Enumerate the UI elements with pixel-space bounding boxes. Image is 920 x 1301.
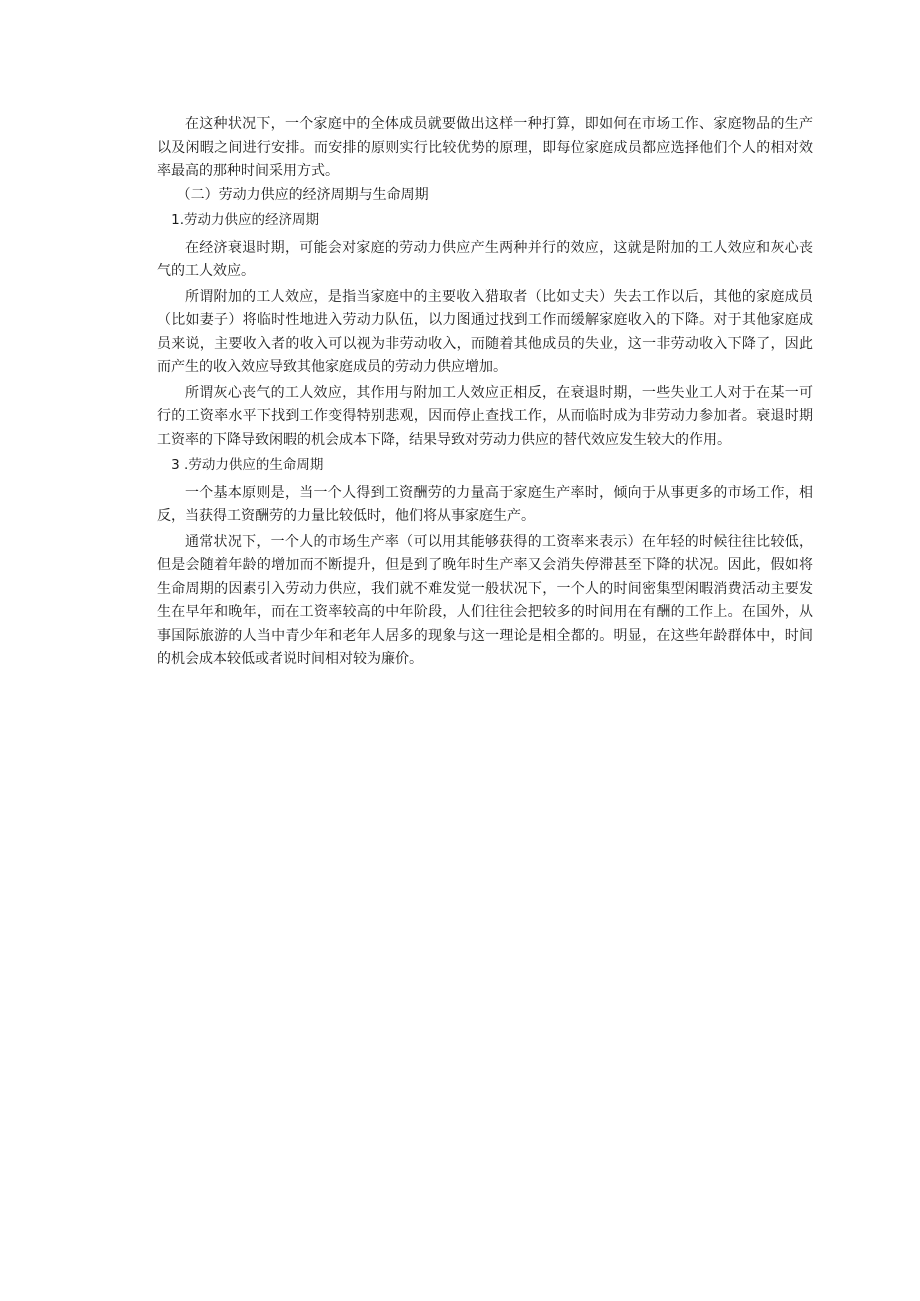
section-heading-labor-supply-cycles: （二）劳动力供应的经济周期与生命周期 xyxy=(176,186,429,203)
subsection-heading-life-cycle: 3 .劳动力供应的生命周期 xyxy=(171,457,324,473)
paragraph-discouraged-worker-effect: 所谓灰心丧气的工人效应，其作用与附加工人效应正相反，在衰退时期，一些失业工人对于在某一可行的工资率水平下找到工作变得特别悲观，因而停止查找工作，从而临时成为非劳动力参加者。衰退时期工资率的下降导致闲暇的机会成本下降，结果导致对劳动力供应的替代效应发生较大的作用。 xyxy=(157,384,813,448)
paragraph-basic-principle: 一个基本原则是，当一个人得到工资酬劳的力量高于家庭生产率时，倾向于从事更多的市场工作，相反，当获得工资酬劳的力量比较低时，他们将从事家庭生产。 xyxy=(157,484,813,524)
intro-paragraph: 在这种状况下，一个家庭中的全体成员就要做出这样一种打算，即如何在市场工作、家庭物品的生产以及闲暇之间进行安排。而安排的原则实行比较优势的原理，即每位家庭成员都应选择他们个人的相对效率最高的那种时间采用方式。 xyxy=(157,116,813,179)
document-page xyxy=(157,113,813,672)
paragraph-life-cycle-productivity: 通常状况下，一个人的市场生产率（可以用其能够获得的工资率来表示）在年轻的时候往往比较低，但是会随着年龄的增加而不断提升，但是到了晚年时生产率又会消失停滞甚至下降的状况。因此，假如将生命周期的因素引入劳动力供应，我们就不难发觉一般状况下，一个人的时间密集型闲暇消费活动主要发生在早年和晚年，而在工资率较高的中年阶段，人们往往会把较多的时间用在有酬的工作上。在国外，从事国际旅游的人当中青少年和老年人居多的现象与这一理论是相全都的。明显，在这些年龄群体中，时间的机会成本较低或者说时间相对较为廉价。 xyxy=(157,533,813,667)
paragraph-recession-effects: 在经济衰退时期，可能会对家庭的劳动力供应产生两种并行的效应，这就是附加的工人效应和灰心丧气的工人效应。 xyxy=(157,239,813,279)
paragraph-added-worker-effect: 所谓附加的工人效应，是指当家庭中的主要收入猎取者（比如丈夫）失去工作以后，其他的家庭成员（比如妻子）将临时性地进入劳动力队伍，以力图通过找到工作而缓解家庭收入的下降。对于其他家庭成员来说，主要收入者的收入可以视为非劳动收入，而随着其他成员的失业，这一非劳动收入下降了，因此而产生的收入效应导致其他家庭成员的劳动力供应增加。 xyxy=(157,288,813,375)
subsection-heading-economic-cycle: 1.劳动力供应的经济周期 xyxy=(171,212,320,228)
